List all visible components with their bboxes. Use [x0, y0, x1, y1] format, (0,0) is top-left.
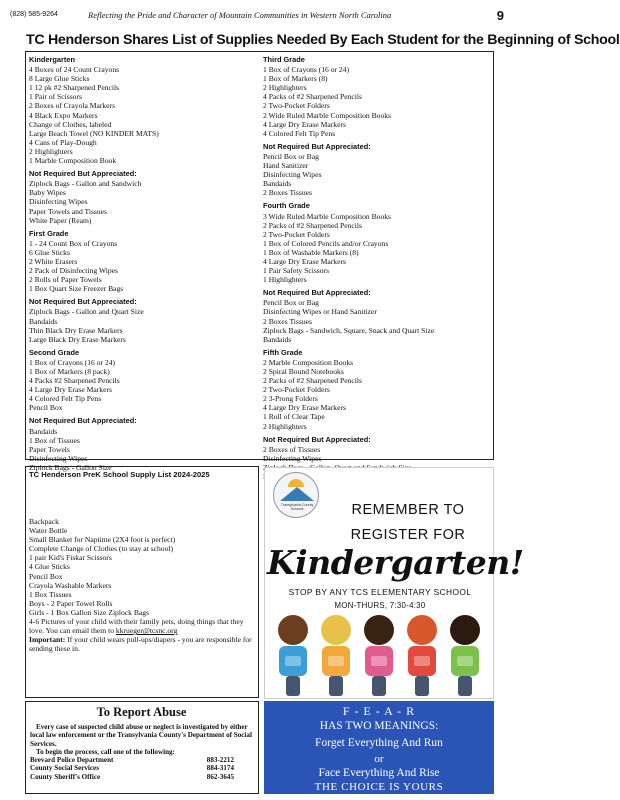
supply-item: 4 Large Dry Erase Markers [263, 256, 346, 266]
supply-item: 2 Packs of #2 Sharpened Pencils [263, 376, 362, 386]
supply-item: Paper Towels [29, 444, 70, 454]
supply-item: 2 Boxes Tissues [263, 316, 312, 326]
supply-item: 2 Wide Ruled Marble Composition Books [263, 110, 392, 120]
ad-hours: MON-THURS, 7:30-4:30 [334, 601, 426, 610]
school-district-logo: Transylvania County Schools [273, 472, 319, 518]
supply-item: 4 Large Dry Erase Markers [29, 385, 112, 395]
supply-item: Pencil Box or Bag [263, 151, 319, 161]
child-figure [364, 615, 394, 696]
supply-item: 1 Box of Markers (8 pack) [29, 367, 110, 376]
prek-item: 1 Box Tissues [29, 589, 72, 599]
prek-title: TC Henderson PreK School Supply List 2024-2025 [29, 470, 210, 479]
kindergarten-registration-ad [264, 467, 524, 699]
article-headline: TC Henderson Shares List of Supplies Needed By Each Student for the Beginning of School [26, 32, 620, 48]
fear-title: F - E - A - R [342, 704, 416, 718]
section-heading: Not Required But Appreciated: [263, 434, 371, 444]
supply-item: 2 Highlighters [263, 421, 307, 431]
prek-list [29, 517, 257, 653]
supply-item: 2 Two-Pocket Folders [263, 101, 330, 111]
supply-item: Disinfecting Wipes [263, 170, 322, 180]
section-heading: Second Grade [29, 347, 80, 357]
ad-line-register: REGISTER FOR [350, 527, 466, 543]
supply-item: Bandaids [263, 179, 292, 189]
supply-item: Paper Towels and Tissues [29, 206, 108, 216]
ad-kindergarten-headline: Kindergarten! [267, 543, 524, 582]
section-heading: First Grade [29, 228, 69, 238]
child-figure [450, 615, 480, 696]
supply-item: 3 Wide Ruled Marble Composition Books [263, 211, 392, 221]
supply-item: 2 Rolls of Paper Towels [29, 275, 102, 285]
supply-column-left [29, 55, 261, 472]
supply-item: Thin Black Dry Erase Markers [29, 325, 123, 335]
supply-item: 4 Cans of Play-Dough [29, 137, 97, 147]
supply-item: Ziplock Bags - Gallon and Sandwich [29, 179, 142, 189]
supply-item: Large Beach Towel (NO KINDER MATS) [29, 128, 159, 138]
fear-line-forget: Forget Everything And Run [315, 737, 443, 749]
supply-item: Baby Wipes [29, 188, 66, 198]
supply-list-box [25, 51, 494, 472]
supply-item: Large Black Dry Erase Markers [29, 334, 126, 344]
supply-item: 4 Boxes of 24 Count Crayons [29, 65, 120, 75]
contact-phone: 862-3645 [206, 772, 234, 781]
supply-item: 4 Packs of #2 Sharpened Pencils [263, 92, 362, 102]
fear-line-two-meanings: HAS TWO MEANINGS: [319, 720, 439, 732]
section-heading: Third Grade [263, 55, 305, 64]
supply-item: 1 - 24 Count Box of Crayons [29, 238, 118, 248]
prek-item: Girls - 1 Box Gallon Size Ziplock Bags [29, 607, 150, 617]
supply-item: Bandaids [29, 316, 58, 326]
header-phone: (828) 585-9264 [10, 11, 58, 18]
supply-item: 2 Boxes of Tissues [263, 444, 321, 454]
page-header [8, 8, 510, 24]
supply-item: 2 Spiral Bound Notebooks [263, 367, 344, 376]
supply-item: 1 Pair of Scissors [29, 92, 82, 102]
fear-line-face: Face Everything And Rise [318, 767, 440, 779]
prek-pictures-note: 4-6 Pictures of your child with their family pets, doing things that they love. You can email them to kkrueger@tcsnc.org [29, 617, 244, 636]
supply-item: 4 Packs #2 Sharpened Pencils [29, 376, 120, 386]
contact-row [30, 756, 256, 764]
supply-item: Bandaids [263, 334, 292, 344]
supply-item: 2 Boxes Tissues [263, 188, 312, 198]
child-figure [407, 615, 437, 696]
supply-item: 1 12 pk #2 Sharpened Pencils [29, 83, 120, 93]
prek-email-link[interactable]: kkrueger@tcsnc.org [115, 626, 178, 636]
supply-item: Disinfecting Wipes [29, 453, 88, 463]
prek-item: Complete Change of Clothes (to stay at school) [29, 544, 174, 554]
prek-supply-box [25, 466, 259, 698]
supply-item: 1 Highlighters [263, 275, 307, 285]
prek-item: 1 pair Kid's Fiskar Scissors [29, 553, 112, 563]
supply-item: 1 Marble Composition Book [29, 156, 117, 166]
contact-phone: 883-2212 [206, 756, 234, 765]
supply-item: 2 Boxes of Crayola Markers [29, 101, 116, 111]
child-figure [278, 615, 308, 696]
supply-item: 2 Marble Composition Books [263, 357, 354, 367]
supply-item: 2 Two-Pocket Folders [263, 385, 330, 395]
contact-name: Brevard Police Department [30, 756, 114, 765]
prek-item: 4 Glue Sticks [29, 562, 70, 572]
report-paragraph: Every case of suspected child abuse or neglect is investigated by either local law enforcement or the Transylvania County's Department of Social Services. [30, 723, 252, 748]
supply-item: Disinfecting Wipes [29, 197, 88, 207]
supply-column-right [263, 55, 491, 481]
supply-item: 2 3-Prong Folders [263, 394, 318, 404]
supply-item: 2 Highlighters [29, 146, 73, 156]
prek-important-note: Important: If your child wears pull-ups/diapers - you are responsible for sending these in. [29, 635, 252, 654]
supply-item: 2 Packs of #2 Sharpened Pencils [263, 220, 362, 230]
supply-item: 1 Roll of Clear Tape [263, 412, 325, 422]
contact-row [30, 764, 256, 772]
section-heading: Not Required But Appreciated: [29, 297, 137, 307]
supply-item: 4 Large Dry Erase Markers [263, 119, 346, 129]
children-illustration [271, 612, 489, 698]
supply-item: 1 Box of Washable Markers (8) [263, 247, 359, 257]
supply-item: Bandaids [29, 426, 58, 436]
section-heading: Not Required But Appreciated: [29, 416, 137, 426]
supply-item: Ziplock Bags - Sandwich, Square, Snack and Quart Size [263, 325, 435, 335]
ad-stop-by: STOP BY ANY TCS ELEMENTARY SCHOOL [288, 587, 472, 597]
supply-item: 4 Black Expo Markers [29, 110, 98, 120]
prek-item: Pencil Box [29, 571, 63, 581]
supply-item: 6 Glue Sticks [29, 247, 70, 257]
supply-item: 4 Colored Felt Tip Pens [29, 394, 102, 404]
supply-item: 4 Colored Felt Tip Pens [263, 128, 336, 138]
supply-item: Disinfecting Wipes [263, 453, 322, 463]
supply-item: 2 White Erasers [29, 256, 78, 266]
supply-item: 1 Box of Markers (8) [263, 74, 328, 84]
contact-name: County Social Services [30, 764, 99, 773]
supply-item: 1 Box of Colored Pencils and/or Crayons [263, 238, 389, 248]
supply-item: Pencil Box [29, 403, 63, 413]
supply-item: 1 Box of Tissues [29, 435, 80, 445]
section-heading: Kindergarten [29, 55, 75, 64]
supply-item: 8 Large Glue Sticks [29, 74, 90, 84]
prek-item: Crayola Washable Markers [29, 580, 112, 590]
supply-item: 4 Large Dry Erase Markers [263, 403, 346, 413]
supply-item: Change of Clothes, labeled [29, 119, 112, 129]
section-heading: Fourth Grade [263, 201, 310, 211]
prek-item: Backpack [29, 517, 59, 526]
supply-item: Ziplock Bags - Gallon Size [29, 462, 112, 472]
fear-line-or: or [374, 753, 384, 765]
report-body [30, 723, 256, 781]
supply-item: White Paper (Ream) [29, 215, 92, 225]
section-heading: Fifth Grade [263, 347, 303, 357]
report-title: To Report Abuse [96, 705, 187, 719]
ad-line-remember: REMEMBER TO [351, 502, 465, 518]
prek-item: Boys - 2 Paper Towel Rolls [29, 598, 113, 608]
fear-box [264, 701, 494, 794]
supply-item: 1 Pair Safety Scissors [263, 266, 330, 276]
supply-item: Pencil Box or Bag [263, 298, 319, 308]
contact-name: County Sheriff's Office [30, 772, 101, 781]
contact-row [30, 773, 256, 781]
supply-item: 1 Box of Crayons (16 or 24) [263, 65, 350, 75]
supply-item: 1 Box Quart Size Freezer Bags [29, 284, 124, 294]
section-heading: Not Required But Appreciated: [263, 288, 371, 298]
supply-item: Hand Sanitizer [263, 161, 309, 171]
supply-item: 2 Pack of Disinfecting Wipes [29, 266, 118, 276]
prek-item: Small Blanket for Naptime (2X4 foot is perfect) [29, 535, 176, 545]
fear-line-choice: THE CHOICE IS YOURS [314, 781, 444, 793]
report-instruction: To begin the process, call one of the following: [36, 747, 175, 756]
supply-item: Disinfecting Wipes or Hand Sanitizer [263, 307, 377, 317]
report-abuse-box [25, 701, 259, 794]
prek-item: Water Bottle [29, 526, 68, 536]
child-figure [321, 615, 351, 696]
section-heading: Not Required But Appreciated: [263, 141, 371, 151]
page-number: 9 [496, 8, 504, 23]
supply-item: 1 Box of Crayons (16 or 24) [29, 357, 116, 367]
contact-phone: 884-3174 [206, 764, 234, 773]
section-heading: Not Required But Appreciated: [29, 169, 137, 179]
supply-item: Ziplock Bags - Gallon and Quart Size [29, 307, 144, 317]
supply-item: 2 Highlighters [263, 83, 307, 93]
header-tagline: Reflecting the Pride and Character of Mountain Communities in Western North Carolina [88, 10, 392, 20]
supply-item: 2 Two-Pocket Folders [263, 229, 330, 239]
